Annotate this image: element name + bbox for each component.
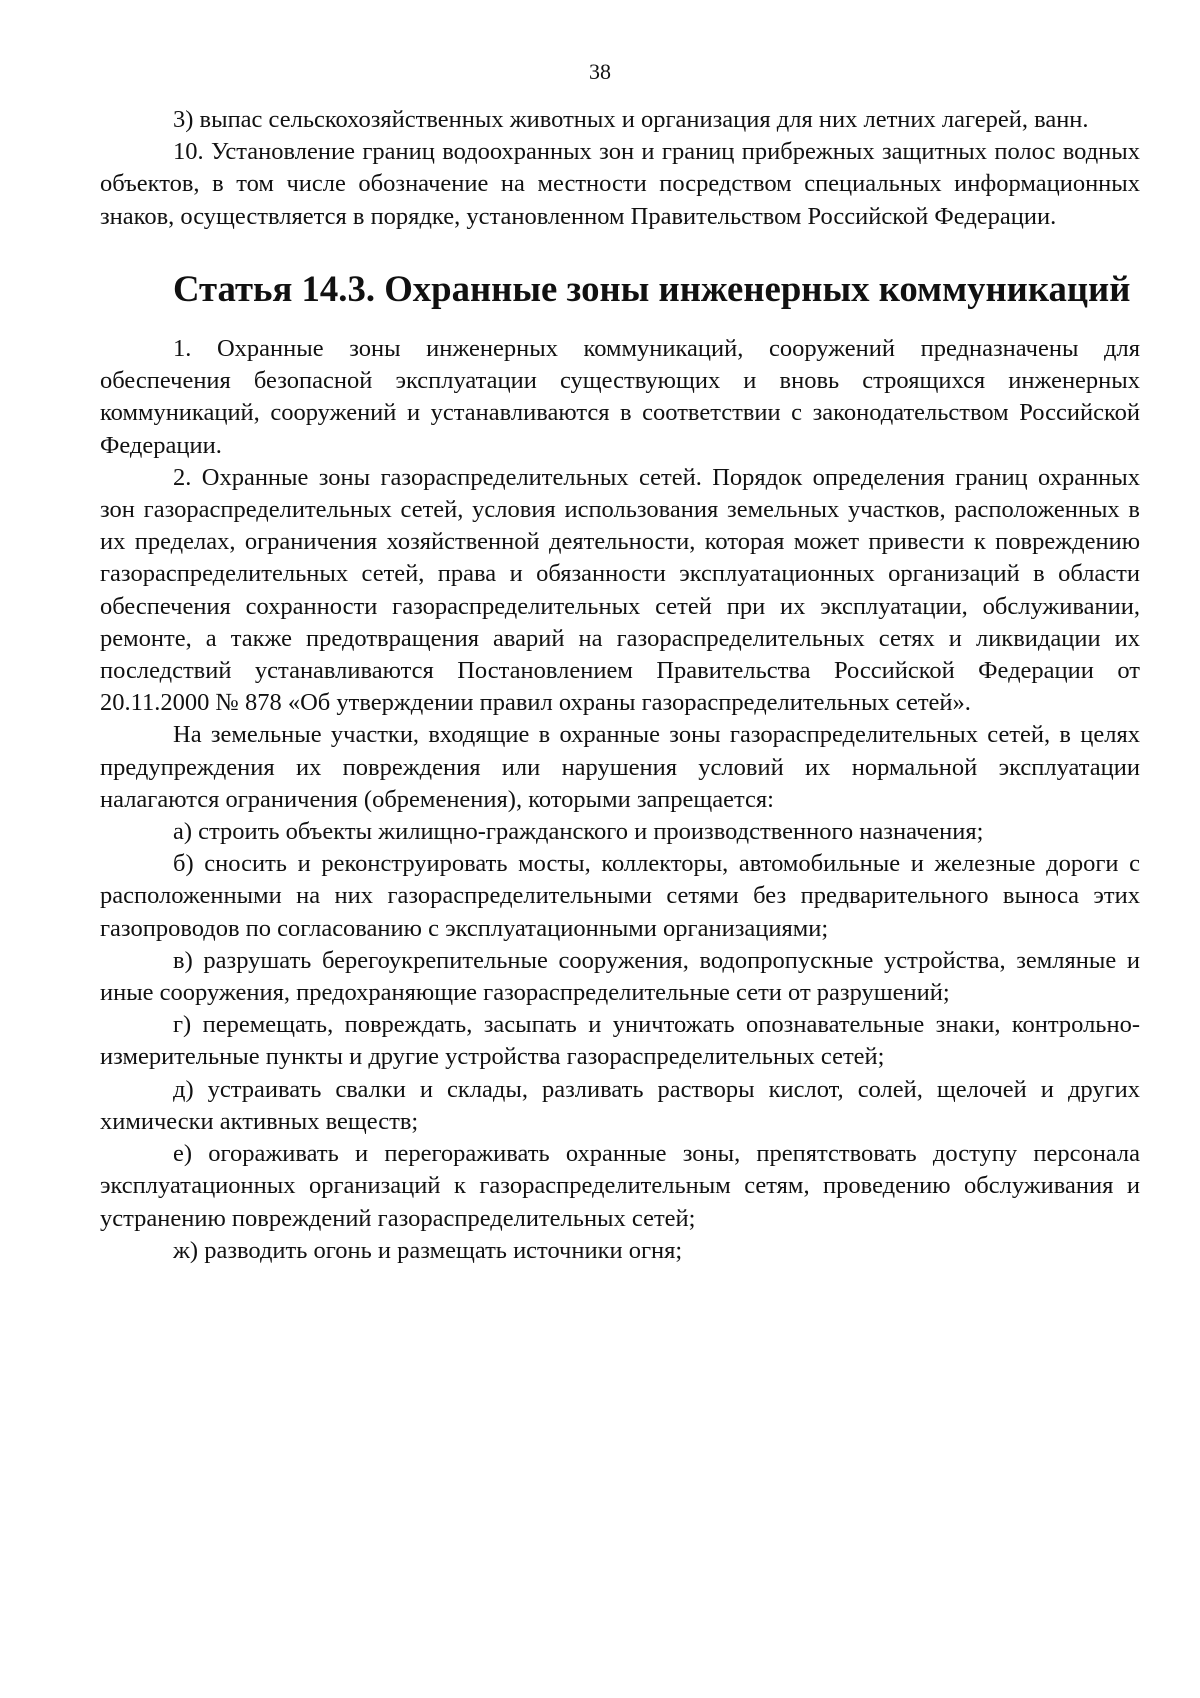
restriction-item-zh: ж) разводить огонь и размещать источники огня; (173, 1236, 683, 1264)
paragraph-clause-2: 2. Охранные зоны газораспределительных сетей. Порядок определения границ охранных зон газораспределительных сетей, условия использования земельных участков, расположенных в их пределах, ограничения хозяйственной деятельности, которая может привести к повреждению газораспределительных сетей, права и обязанности эксплуатационных организаций в области обеспечения сохранности газораспределительных сетей при их эксплуатации, обслуживании, ремонте, а также предотвращения аварий на газораспределительных сетях и ликвидации их последствий устанавливаются Постановлением Правительства Российской Федерации от 20.11.2000 № 878 «Об утверждении правил охраны газораспределительных сетей». (100, 463, 1140, 717)
restriction-item-d: д) устраивать свалки и склады, разливать растворы кислот, солей, щелочей и других химически активных веществ; (100, 1075, 1140, 1135)
restriction-item-e: е) огораживать и перегораживать охранные зоны, препятствовать доступу персонала эксплуатационных организаций к газораспределительным сетям, проведению обслуживания и устранению повреждений газораспределительных сетей; (100, 1140, 1140, 1232)
article-heading: Статья 14.3. Охранные зоны инженерных коммуникаций (173, 267, 1131, 309)
restriction-item-v: в) разрушать берегоукрепительные сооружения, водопропускные устройства, земляные и иные сооружения, предохраняющие газораспределительные сети от разрушений; (100, 946, 1140, 1007)
restriction-item-b: б) сносить и реконструировать мосты, коллекторы, автомобильные и железные дороги с расположенными на них газораспределительными сетями без предварительного выноса этих газопроводов по согласованию с эксплуатационными организациями; (100, 850, 1140, 942)
restriction-item-a: а) строить объекты жилищно-гражданского и производственного назначения; (173, 818, 984, 846)
document-body (100, 104, 1140, 1267)
paragraph-clause-1: 1. Охранные зоны инженерных коммуникаций, сооружений предназначены для обеспечения безопасной эксплуатации существующих и вновь строящихся инженерных коммуникаций, сооружений и устанавливаются в соответствии с законодательством Российской Федерации. (100, 335, 1140, 459)
page-number: 38 (589, 59, 611, 84)
paragraph-item-3-grazing: 3) выпас сельскохозяйственных животных и организация для них летних лагерей, ванн. (173, 106, 1089, 133)
paragraph-restrictions-intro: На земельные участки, входящие в охранные зоны газораспределительных сетей, в целях предупреждения их повреждения или нарушения условий их нормальной эксплуатации налагаются ограничения (обременения), которыми запрещается: (100, 721, 1140, 813)
restriction-item-g: г) перемещать, повреждать, засыпать и уничтожать опознавательные знаки, контрольно-измерительные пункты и другие устройства газораспределительных сетей; (100, 1011, 1140, 1071)
paragraph-item-10-boundaries: 10. Установление границ водоохранных зон и границ прибрежных защитных полос водных объектов, в том числе обозначение на местности посредством специальных информационных знаков, осуществляется в порядке, установленном Правительством Российской Федерации. (100, 138, 1140, 230)
